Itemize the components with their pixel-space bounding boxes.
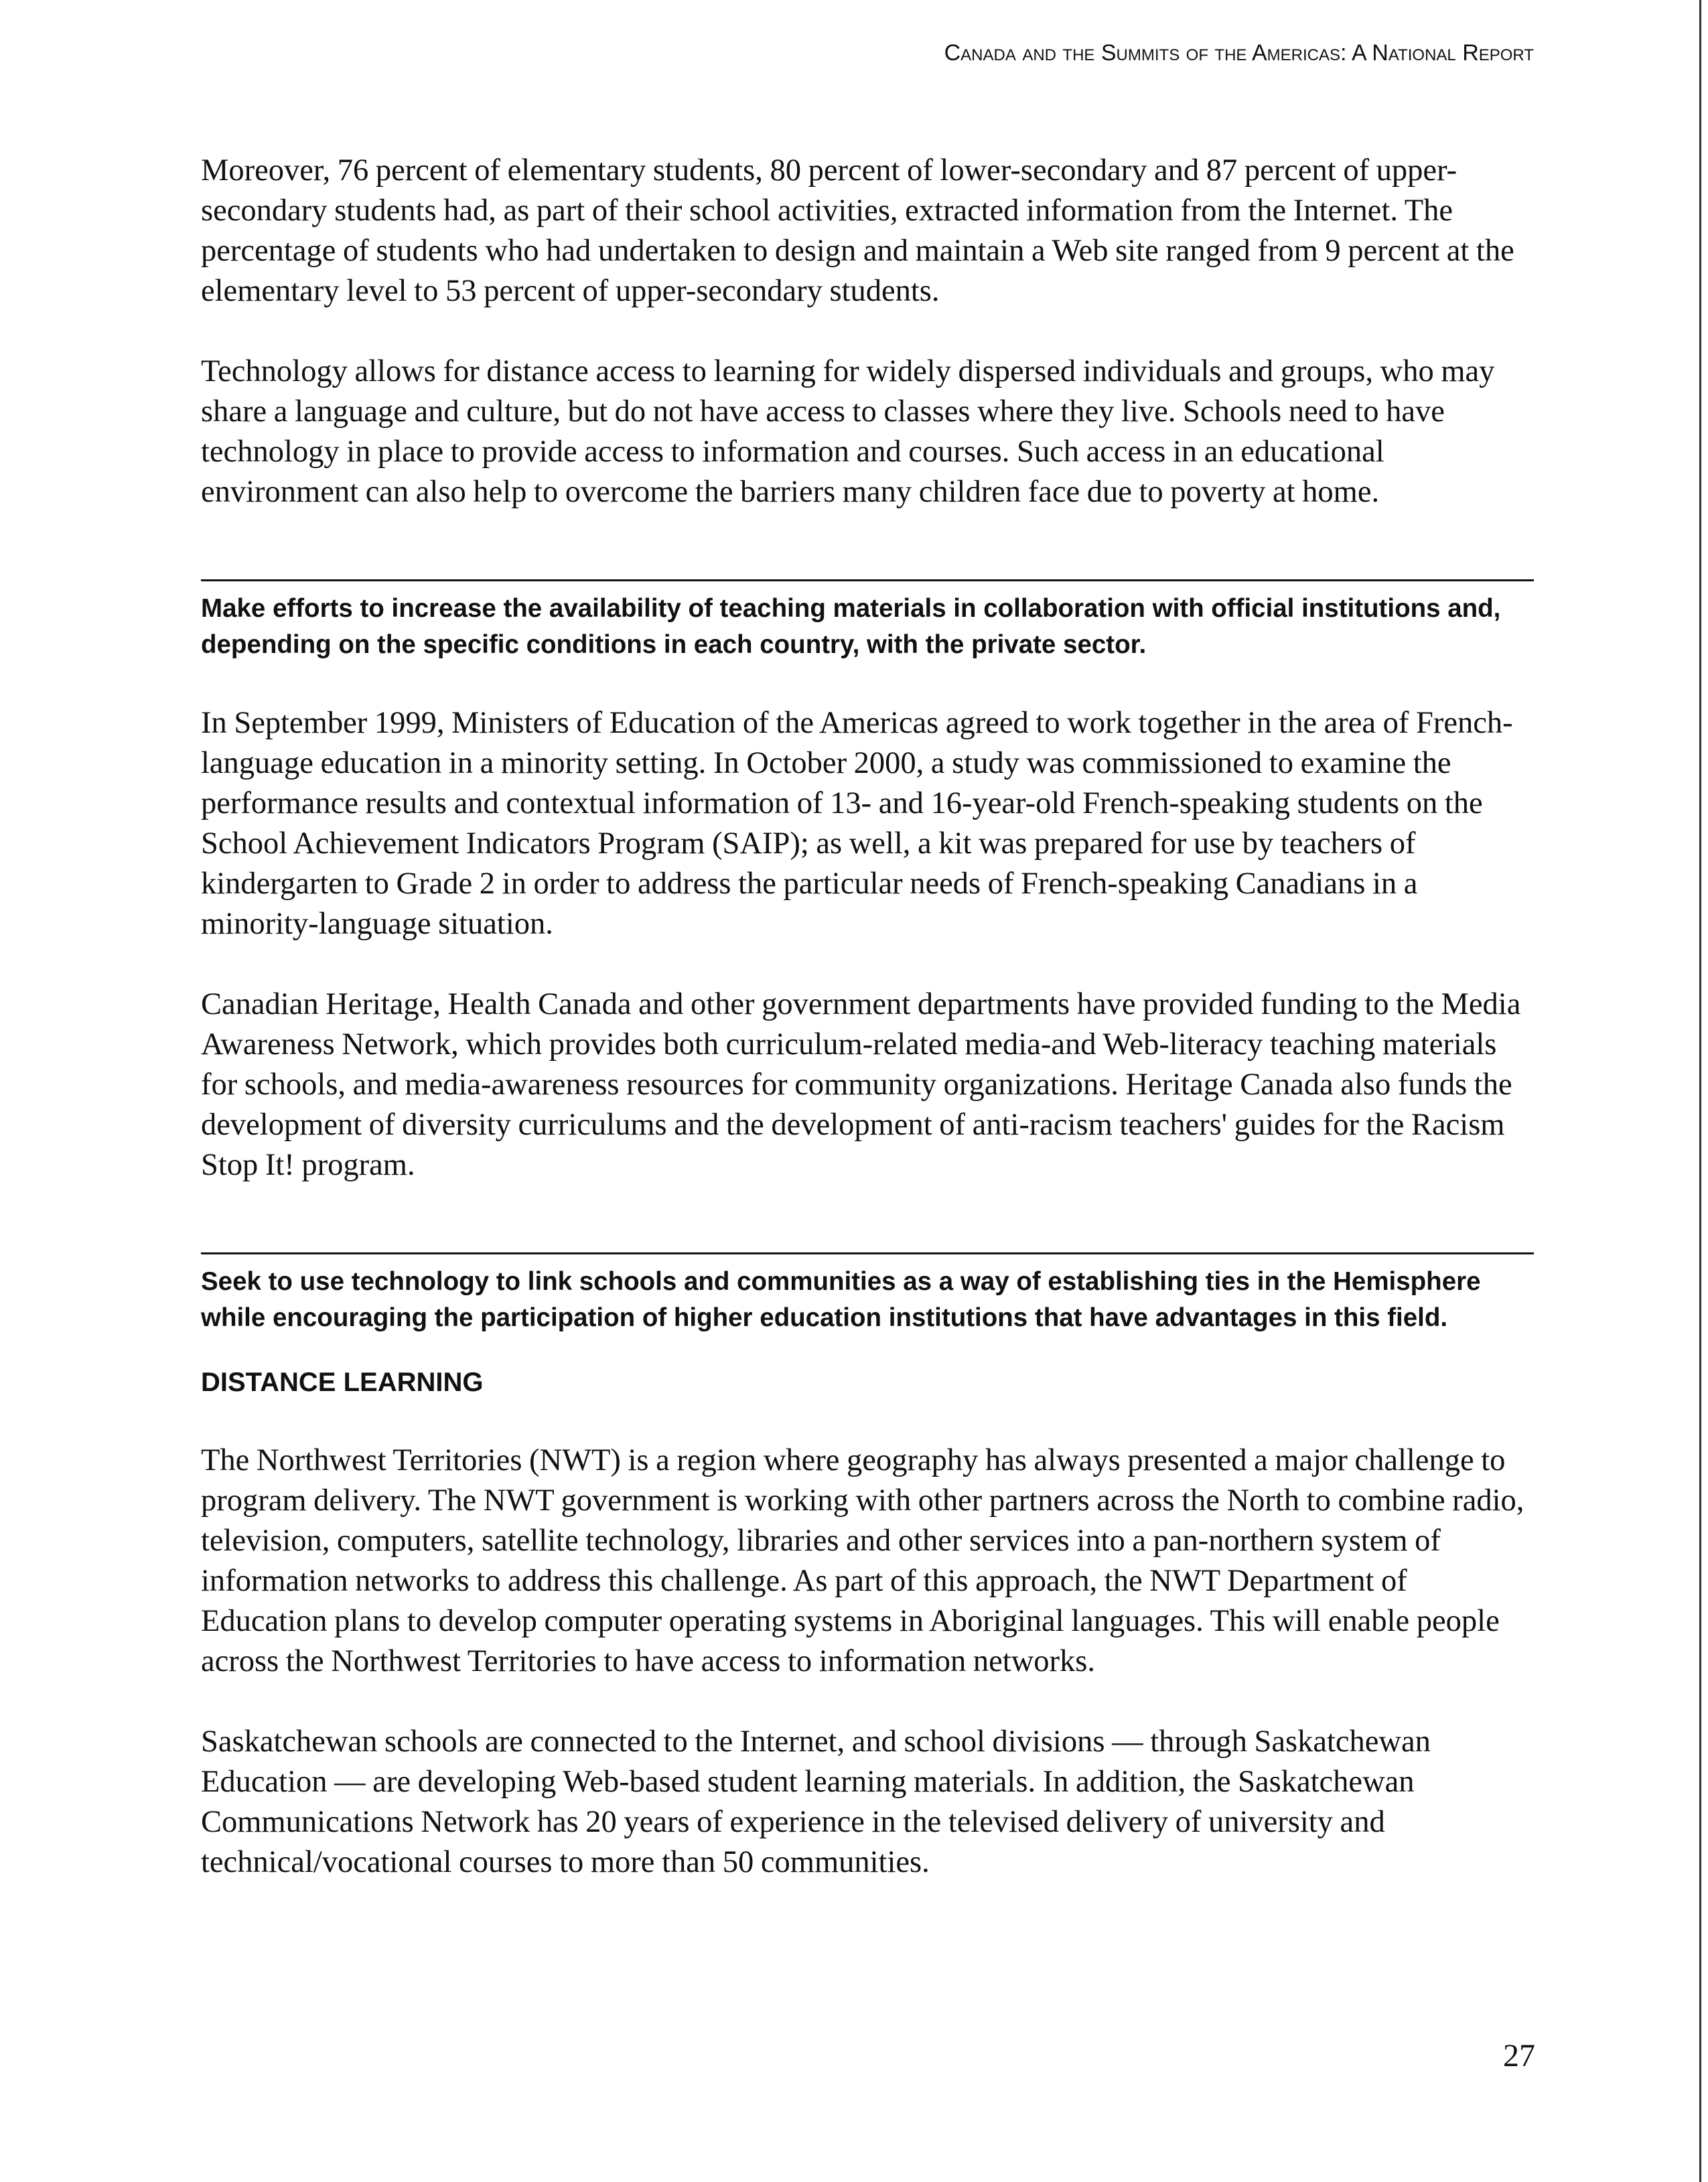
paragraph-media-awareness: Canadian Heritage, Health Canada and other government departments have provided funding to the Media Awareness Network, which provides both curriculum-related media-and Web-literacy teaching materials for schools, and media-awareness resources for community organizations. Heritage Canada also funds the development of diversity curriculums and the development of anti-racism teachers' guides for the Racism Stop It! program. (201, 987, 1521, 1182)
callout-teaching-materials: Make efforts to increase the availability of teaching materials in collaboration with official institutions and, depending on the specific conditions in each country, with the private sector. (201, 594, 1501, 659)
section-divider (201, 1252, 1534, 1254)
paragraph-nwt: The Northwest Territories (NWT) is a region where geography has always presented a major challenge to program delivery. The NWT government is working with other partners across the North to combine radio, television, computers, satellite technology, libraries and other services into a pan-northern system of information networks to address this challenge. As part of this approach, the NWT Department of Education plans to develop computer operating systems in Aboriginal languages. This will enable people across the Northwest Territories to have access to information networks. (201, 1443, 1524, 1678)
paragraph-distance-access: Technology allows for distance access to learning for widely dispersed individuals and groups, who may share a language and culture, but do not have access to classes where they live. Schools need to have technology in place to provide access to information and courses. Such access in an educational environment can also help to overcome the barriers many children face due to poverty at home. (201, 354, 1495, 509)
section-divider (201, 579, 1534, 581)
paragraph-french-education: In September 1999, Ministers of Education of the Americas agreed to work together in the area of French-language education in a minority setting. In October 2000, a study was commissioned to examine the performance results and contextual information of 13- and 16-year-old French-speaking students on the School Achievement Indicators Program (SAIP); as well, a kit was prepared for use by teachers of kindergarten to Grade 2 in order to address the particular needs of French-speaking Canadians in a minority-language situation. (201, 706, 1513, 941)
text-column (201, 151, 1534, 1883)
callout-link-schools: Seek to use technology to link schools and communities as a way of establishing ties in the Hemisphere while encouraging the participation of higher education institutions that have advantages in this field. (201, 1267, 1481, 1332)
paragraph-saskatchewan: Saskatchewan schools are connected to the Internet, and school divisions — through Saskatchewan Education — are developing Web-based student learning materials. In addition, the Saskatchewan Communications Network has 20 years of experience in the televised delivery of university and technical/vocational courses to more than 50 communities. (201, 1725, 1431, 1879)
scan-edge-line (1699, 0, 1701, 2182)
section-heading-distance-learning: DISTANCE LEARNING (201, 1368, 484, 1397)
page-number: 27 (1503, 2038, 1535, 2074)
running-header: Canada and the Summits of the Americas: A National Report (944, 40, 1534, 66)
paragraph-internet-use: Moreover, 76 percent of elementary students, 80 percent of lower-secondary and 87 percent of upper-secondary students had, as part of their school activities, extracted information from the Internet. The percentage of students who had undertaken to design and maintain a Web site ranged from 9 percent at the elementary level to 53 percent of upper-secondary students. (201, 153, 1514, 308)
